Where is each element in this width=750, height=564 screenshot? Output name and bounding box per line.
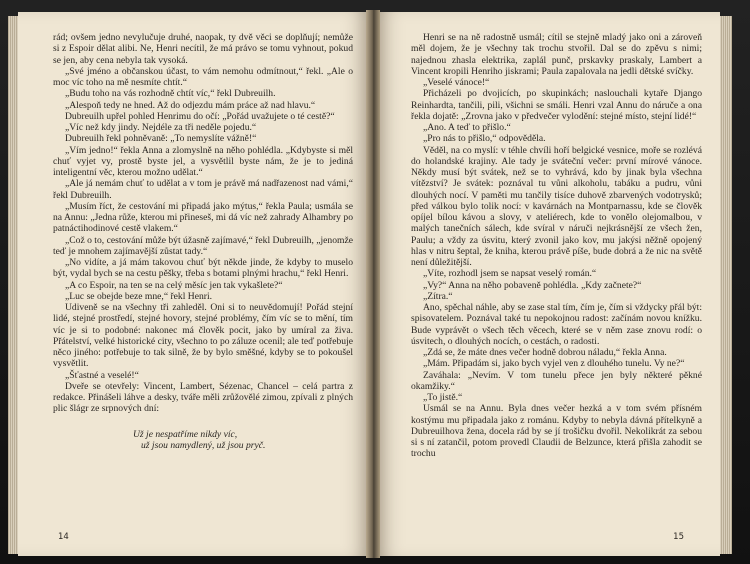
paragraph: „Zdá se, že máte dnes večer hodně dobrou náladu,“ řekla Anna.	[423, 347, 667, 358]
right-page	[376, 12, 720, 556]
paragraph: „No vidíte, a já mám takovou chuť být někde jinde, že kdyby to muselo být, vydal bych se na cestu pěšky, třeba s botami plnými hrachu,“ řekl Henri.	[53, 257, 353, 280]
paragraph: „Zítra.“	[423, 290, 453, 302]
right-page-text	[411, 32, 702, 460]
paragraph: Usmál se na Annu. Byla dnes večer hezká a v tom svém přísném kostýmu mu připadala jako z románu. Kdyby to nebyla dávná přítelkyně a Dubreuilhova žena, docela rád by se jí trošičku dvořil. Nekolikrát za sebou si s ní zatančil, potom provedl Claudii de Belzunce, která přišla zahodit se trochu	[411, 403, 702, 460]
paragraph: „Vy?“ Anna na něho pobaveně pohlédla. „Kdy začnete?“	[423, 279, 642, 291]
paragraph: Věděl, na co myslí: v téhle chvíli hoří belgické vesnice, moře se rozlévá do holandské krajiny. Ale tady je sváteční večer: první mírové vánoce. Někdy musí být svátek, než se to vyhrává, kdo by jinak byla všechna vítězství? Je svátek: poznával tu vůni alkoholu, tabáku a pudru, vůni dlouhých nocí. V paměti mu tančily tisíce duhově zbarvených vodotrysků; před válkou bylo tolik nocí: v kavárnách na Montparnassu, kde se člověk opíjel bílou kávou a slovy, v ateliérech, kde to vonělo olejomalbou, v malých tanečních sálech, kde svíral v náruči nejkrásnější ze všech žen, Paulu; a vždy za úsvitu, který zvonil jako kov, mu jakýsi něžně opojený hlas v nitru šeptal, že kniha, kterou právě píše, bude dobrá a že nic na světě není důležitější.	[411, 144, 702, 268]
right-page-edges	[720, 16, 732, 554]
paragraph: „Musím říct, že cestování mi připadá jako mýtus,“ řekla Paula; usmála se na Annu: „Jedna růže, kterou mi přineseš, mi dá víc než zahrady Alhambry po patnáctihodinové cestě vlakem.“	[53, 200, 353, 235]
paragraph: Dubreuilh upřel pohled Henrimu do očí: „Pořád uvažujete o té cestě?“	[65, 110, 335, 122]
paragraph: „Budu toho na vás rozhodně chtít víc,“ řekl Dubreuilh.	[65, 88, 276, 100]
paragraph: rád; ovšem jedno nevylučuje druhé, naopak, ty dvě věci se doplňují; nemůže si z Espoir dělat alibi. Ne, Henri necítil, že má právo se tomu vyhnout, pokud se jen, aby cena nebyla tak vysoká.	[53, 32, 353, 66]
song-verse	[133, 429, 353, 452]
left-page	[18, 12, 370, 556]
paragraph: „Šťastné a veselé!“	[65, 369, 139, 381]
paragraph: „Mám. Připadám si, jako bych vyjel ven z dlouhého tunelu. Vy ne?“	[423, 358, 685, 370]
book-gutter	[366, 10, 380, 558]
paragraph: Henri se na ně radostně usmál; cítil se stejně mladý jako oni a zároveň měl dojem, že je všechny tak trochu stvořil. Dal se do zpěvu s nimi; najednou zhasla elektrika, zaplál punč, prskavky praskaly, Lambert a Vincent kropili Henriho jiskrami; Paula zapalovala na jedli dětské svíčky.	[411, 32, 702, 77]
page-number-right: 15	[673, 532, 684, 542]
paragraph: Udiveně se na všechny tři zahleděl. Oni si to neuvědomují! Pořád stejní lidé, stejné prostředí, stejné hovory, stejné problémy, čím víc se to mění, tím víc je si to podobné: nakonec má člověk pocit, jako by umíral za živa. Přátelství, velké historické city, všechno to po záluze ocenil; ale teď potřebuje něco jiného: potřebuje to tak silně, že by bylo směšné, kdyby se to pokoušel vysvětlit.	[53, 302, 353, 370]
paragraph: „Ano. A teď to přišlo.“	[423, 122, 511, 133]
paragraph: „A co Espoir, na ten se na celý měsíc jen tak vykašlete?“	[65, 279, 283, 291]
paragraph: „Což o to, cestování může být úžasně zajímavé,“ řekl Dubreuilh, „jenomže teď je mnohem zajímavější zůstat tady.“	[53, 234, 353, 257]
left-page-text	[53, 32, 353, 452]
paragraph: „Ale já nemám chuť to udělat a v tom je právě má nadřazenost nad vámi,“ řekl Dubreuilh.	[53, 178, 353, 201]
verse-line: Už je nespatříme nikdy víc,	[133, 428, 238, 440]
left-page-edges	[8, 16, 18, 554]
paragraph: „Své jméno a občanskou účast, to vám nemohu odmítnout,“ řekl. „Ale o moc víc toho na mě nesmíte chtít.“	[53, 65, 353, 88]
paragraph: „Luc se obejde beze mne,“ řekl Henri.	[65, 290, 213, 302]
verse-line: už jsou namydlený, už jsou pryč.	[141, 440, 266, 451]
paragraph: „Víc než kdy jindy. Nejdéle za tři neděle pojedu.“	[65, 122, 257, 133]
paragraph: Dveře se otevřely: Vincent, Lambert, Sézenac, Chancel – celá partra z redakce. Přinášeli láhve a desky, tváře měli zrůžovělé zimou, zpívali z plných plic šlágr ze srpnových dní:	[53, 380, 353, 415]
paragraph: Ano, spěchal náhle, aby se zase stal tím, čím je, čím si vždycky přál být: spisovatelem. Poznával také tu nepokojnou radost: začínám novou knížku. Bude vyprávět o všech těch věcech, které se v něm zase znovu rodí: o úsvitech, o dlouhých nocích, o cestách, o radosti.	[411, 302, 702, 347]
paragraph: „Alespoň tedy ne hned. Až do odjezdu mám práce až nad hlavu.“	[65, 99, 316, 111]
paragraph: „To jistě.“	[423, 392, 463, 403]
paragraph: „Víte, rozhodl jsem se napsat veselý román.“	[423, 268, 597, 280]
paragraph: „Veselé vánoce!“	[423, 77, 490, 88]
paragraph: Zaváhala: „Nevím. V tom tunelu přece jen byly některé pěkné okamžiky.“	[411, 369, 702, 392]
paragraph: Přicházeli po dvojicích, po skupinkách; naslouchali kytaře Django Reinhardta, tančili, pili, všichni se smáli. Henri vzal Annu do náruče a ona řekla dojatě: „Zrovna jako v předvečer vylodění: stejné místo, stejní lidé!“	[411, 88, 702, 122]
paragraph: Dubreuilh řekl pohněvaně: „To nemyslíte vážně!“	[65, 133, 257, 145]
page-number-left: 14	[58, 532, 69, 542]
paragraph: „Pro nás to přišlo,“ odpověděla.	[423, 133, 546, 145]
paragraph: „Vím jedno!“ řekla Anna a zlomyslně na něho pohlédla. „Kdybyste si měl chuť vyjet vy, prostě byste jel, a vysvětlil byste nám, že je to jediná inteligentní věc, kterou možno udělat.“	[53, 144, 353, 178]
